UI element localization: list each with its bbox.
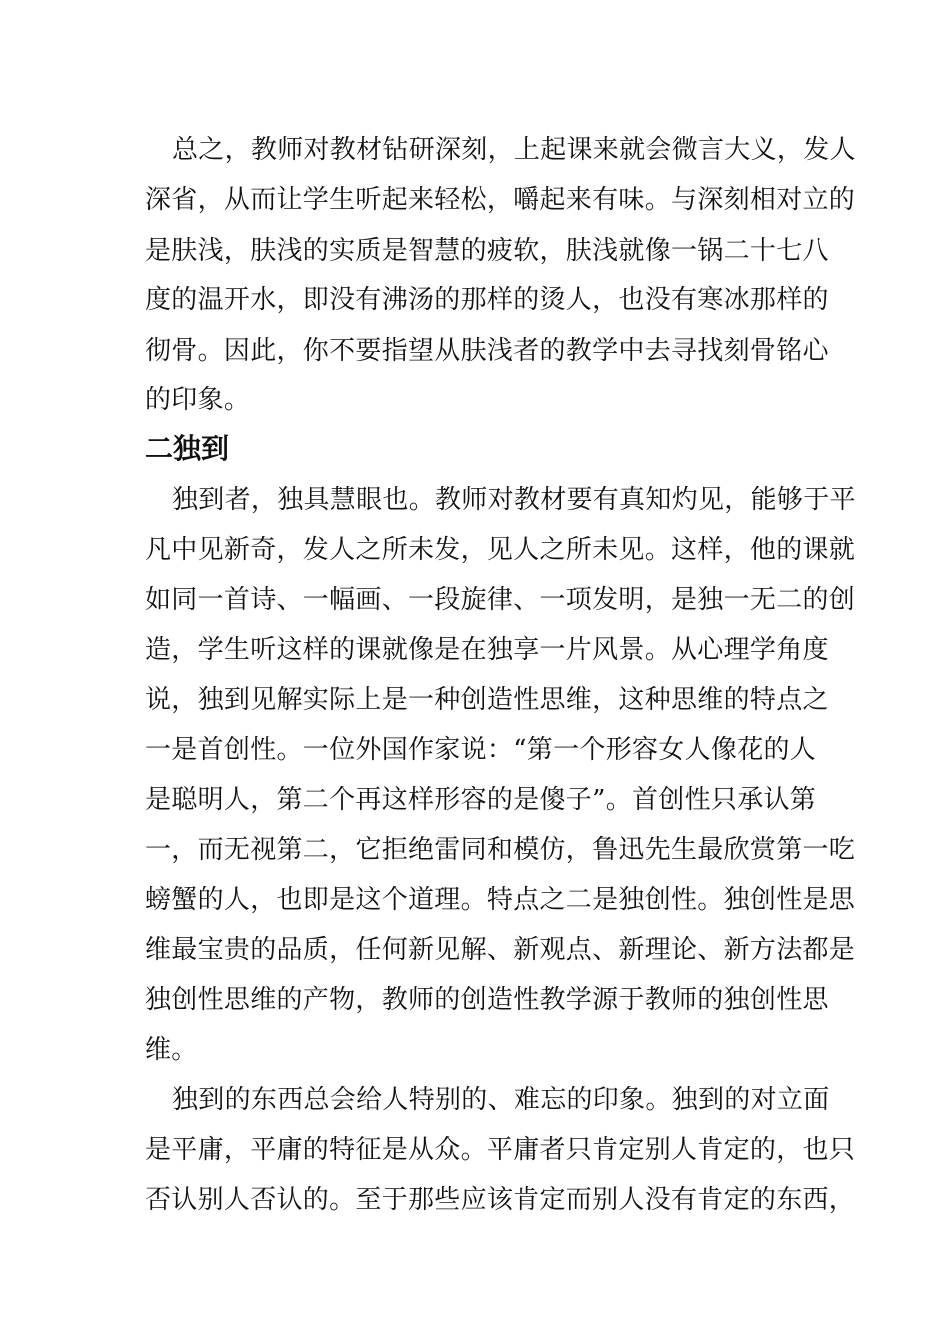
text-line: 度的温开水，即没有沸汤的那样的烫人，也没有寒冰那样的 [145, 285, 829, 315]
text-line: 维。 [145, 1035, 198, 1065]
text-line: 深省，从而让学生听起来轻松，嚼起来有味。与深刻相对立的 [145, 185, 856, 215]
text-line: 是肤浅，肤浅的实质是智慧的疲软，肤浅就像一锅二十七八 [145, 236, 829, 266]
text-line: 造，学生听这样的课就像是在独享一片风景。从心理学角度 [145, 635, 829, 665]
text-line: 独到者，独具慧眼也。教师对教材要有真知灼见，能够于平 [172, 485, 856, 515]
text-line: 凡中见新奇，发人之所未发，见人之所未见。这样，他的课就 [145, 535, 856, 565]
text-line: 维最宝贵的品质，任何新见解、新观点、新理论、新方法都是 [145, 935, 856, 965]
text-line: 总之，教师对教材钻研深刻，上起课来就会微言大义，发人 [172, 135, 856, 165]
text-line: 一，而无视第二，它拒绝雷同和模仿，鲁迅先生最欣赏第一吃 [145, 835, 856, 865]
text-line: 彻骨。因此，你不要指望从肤浅者的教学中去寻找刻骨铭心 [145, 336, 829, 366]
section-heading: 二独到 [145, 432, 230, 465]
text-line: 如同一首诗、一幅画、一段旋律、一项发明，是独一无二的创 [145, 585, 856, 615]
text-line: 一是首创性。一位外国作家说：“第一个形容女人像花的人 [145, 735, 817, 765]
text-line: 是聪明人，第二个再这样形容的是傻子”。首创性只承认第 [145, 785, 817, 815]
text-line: 说，独到见解实际上是一种创造性思维，这种思维的特点之 [145, 685, 829, 715]
text-line: 独创性思维的产物，教师的创造性教学源于教师的独创性思 [145, 985, 829, 1015]
text-line: 螃蟹的人，也即是这个道理。特点之二是独创性。独创性是思 [145, 885, 856, 915]
text-line: 的印象。 [145, 385, 251, 415]
text-line: 否认别人否认的。至于那些应该肯定而别人没有肯定的东西， [145, 1185, 856, 1215]
text-line: 独到的东西总会给人特别的、难忘的印象。独到的对立面 [172, 1085, 830, 1115]
text-line: 是平庸，平庸的特征是从众。平庸者只肯定别人肯定的，也只 [145, 1135, 856, 1165]
